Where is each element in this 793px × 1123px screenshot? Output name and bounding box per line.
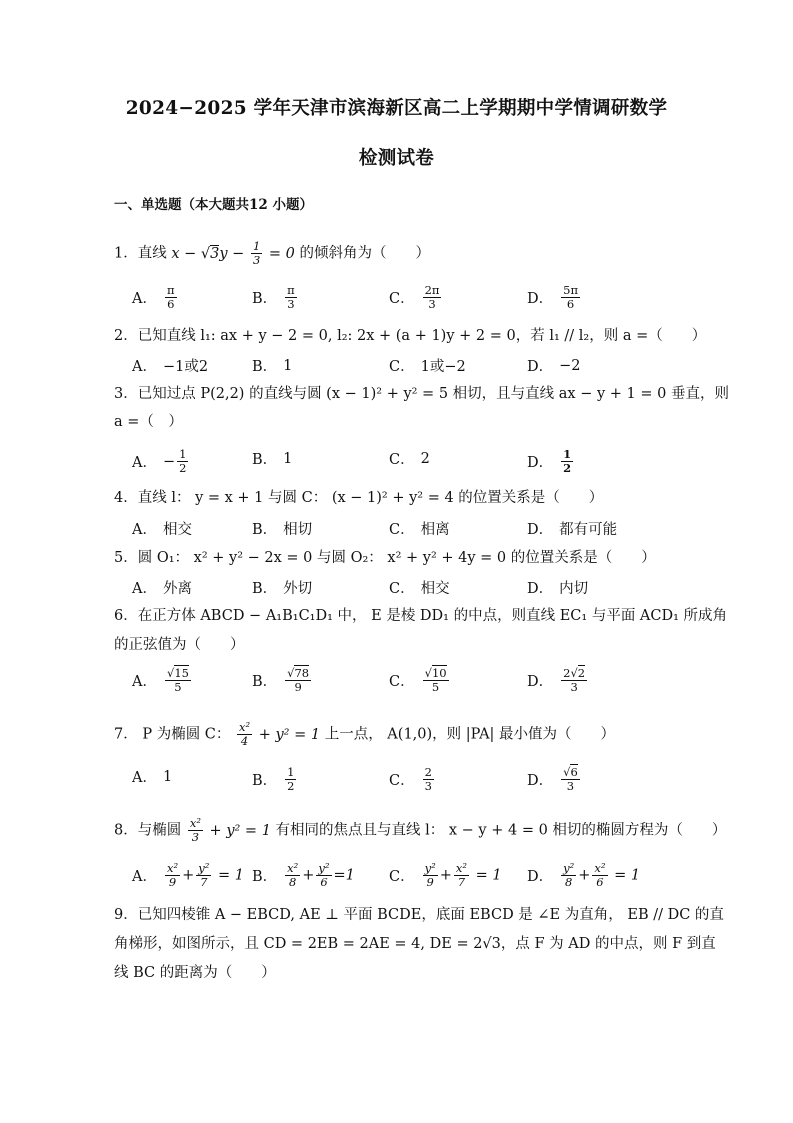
q2-option-b[interactable]: B． 1 [252,357,293,375]
question-6-line1: 6．在正方体 ABCD − A₁B₁C₁D₁ 中， E 是棱 DD₁ 的中点，则直线 EC₁ 与平面 ACD₁ 所成角 [114,608,728,624]
question-8-post: 有相同的焦点且与直线 l： x − y + 4 = 0 相切的椭圆方程为（ ） [275,822,727,839]
q6-option-a[interactable]: A． $\frac{√15}{5}$ [132,666,189,694]
q5-option-a[interactable]: A． 外离 [132,581,192,597]
question-7-pre: 7． P 为椭圆 C： [114,726,231,743]
question-8-ellipse: $\frac{\text{x²}}{3}$ + y² = 1 [189,816,271,844]
question-6-options [0,667,793,697]
question-5: 5．圆 O₁： x² + y² − 2x = 0 与圆 O₂： x² + y² + 4y = 0 的位置关系是（ ） [114,550,656,566]
question-1 [114,240,674,267]
q7-option-a[interactable]: A． 1 [132,768,173,786]
question-8 [114,816,727,844]
question-8-options [0,862,793,892]
question-8-pre: 8．与椭圆 [114,822,182,839]
exam-title-line1: 2024−2025 学年天津市滨海新区高二上学期期中学情调研数学 [125,98,668,119]
q1-option-a[interactable]: A． $\frac{\pi}{6}$ [132,283,175,311]
question-1-equation: x − √3y − $\frac{1}{3}$ = 0 [171,239,295,267]
q5-option-d[interactable]: D． 内切 [527,581,589,597]
question-2: 2．已知直线 l₁: ax + y − 2 = 0, l₂: 2x + (a + 1)y + 2 = 0，若 l₁ // l₂，则 a =（ ） [114,328,707,344]
q8-option-b[interactable]: B． $\frac{\text{x²}}{8}$ + $\frac{\text{y²}}{6}$ =1 [252,861,355,889]
question-9-line1: 9．已知四棱锥 A − EBCD, AE ⊥ 平面 BCDE，底面 EBCD 是 ∠E 为直角， EB // DC 的直 [114,907,724,923]
q7-option-b[interactable]: B． $\frac{1}{2}$ [252,765,295,793]
q4-option-d[interactable]: D． 都有可能 [527,522,618,538]
q8-option-d[interactable]: D． $\frac{\text{y²}}{8}$ + $\frac{\text{x²}}{6}$ = 1 [527,861,641,889]
q6-option-d[interactable]: D． $\frac{2√2}{3}$ [527,666,586,694]
q5-option-c[interactable]: C． 相交 [389,581,450,597]
q1-option-c[interactable]: C． $\frac{2\pi}{3}$ [389,283,440,311]
q3-option-b[interactable]: B． 1 [252,450,293,468]
question-5-options [0,577,793,607]
question-9-line2: 角梯形，如图所示，且 CD = 2EB = 2AE = 4, DE = 2√3，点 F 为 AD 的中点，则 F 到直 [114,936,716,952]
q4-option-a[interactable]: A． 相交 [132,522,192,538]
q8-option-a[interactable]: A． $\frac{\text{x²}}{9}$ + $\frac{\text{y²}}{7}$ = 1 [132,861,244,889]
q8-option-c[interactable]: C． $\frac{\text{y²}}{9}$ + $\frac{\text{x²}}{7}$ = 1 [389,861,502,889]
question-7 [114,721,674,748]
q2-option-c[interactable]: C． 1或−2 [389,359,466,375]
question-3-line2: a =（ ） [114,414,183,430]
q6-option-b[interactable]: B． $\frac{√78}{9}$ [252,666,310,694]
section-heading: 一、单选题（本大题共12 小题） [114,197,313,213]
q7-option-c[interactable]: C． $\frac{2}{3}$ [389,765,432,793]
q3-option-a[interactable]: A． − $\frac{1}{2}$ [132,447,187,475]
q4-option-b[interactable]: B． 相切 [252,522,313,538]
question-1-post: 的倾斜角为（ ） [299,245,430,262]
q1-option-b[interactable]: B． $\frac{\pi}{3}$ [252,283,295,311]
q3-option-d[interactable]: D． $\frac{1}{2}$ [527,447,572,475]
question-7-options [0,766,793,796]
q2-option-d[interactable]: D． −2 [527,357,581,375]
question-6-line2: 的正弦值为（ ） [114,637,245,653]
question-9-line3: 线 BC 的距离为（ ） [114,965,276,981]
question-1-options [0,284,793,314]
question-4-options [0,518,793,548]
q5-option-b[interactable]: B． 外切 [252,581,313,597]
question-7-ellipse: $\frac{\text{x²}}{4}$ + y² = 1 [239,720,321,748]
question-2-options [0,355,793,385]
q2-option-a[interactable]: A． −1或2 [132,359,209,375]
exam-title-line2: 检测试卷 [358,148,435,169]
q7-option-d[interactable]: D． $\frac{√6}{3}$ [527,765,578,793]
question-7-post: 上一点， A(1,0)，则 |PA| 最小值为（ ） [324,726,616,743]
q1-option-d[interactable]: D． $\frac{5\pi}{6}$ [527,283,579,311]
q4-option-c[interactable]: C． 相离 [389,522,450,538]
question-4: 4．直线 l： y = x + 1 与圆 C： (x − 1)² + y² = 4 的位置关系是（ ） [114,490,604,506]
question-1-pre: 1．直线 [114,245,167,262]
question-3-line1: 3．已知过点 P(2,2) 的直线与圆 (x − 1)² + y² = 5 相切，且与直线 ax − y + 1 = 0 垂直，则 [114,386,729,402]
q3-option-c[interactable]: C． 2 [389,450,430,468]
q6-option-c[interactable]: C． $\frac{√10}{5}$ [389,666,447,694]
question-3-options [0,448,793,478]
